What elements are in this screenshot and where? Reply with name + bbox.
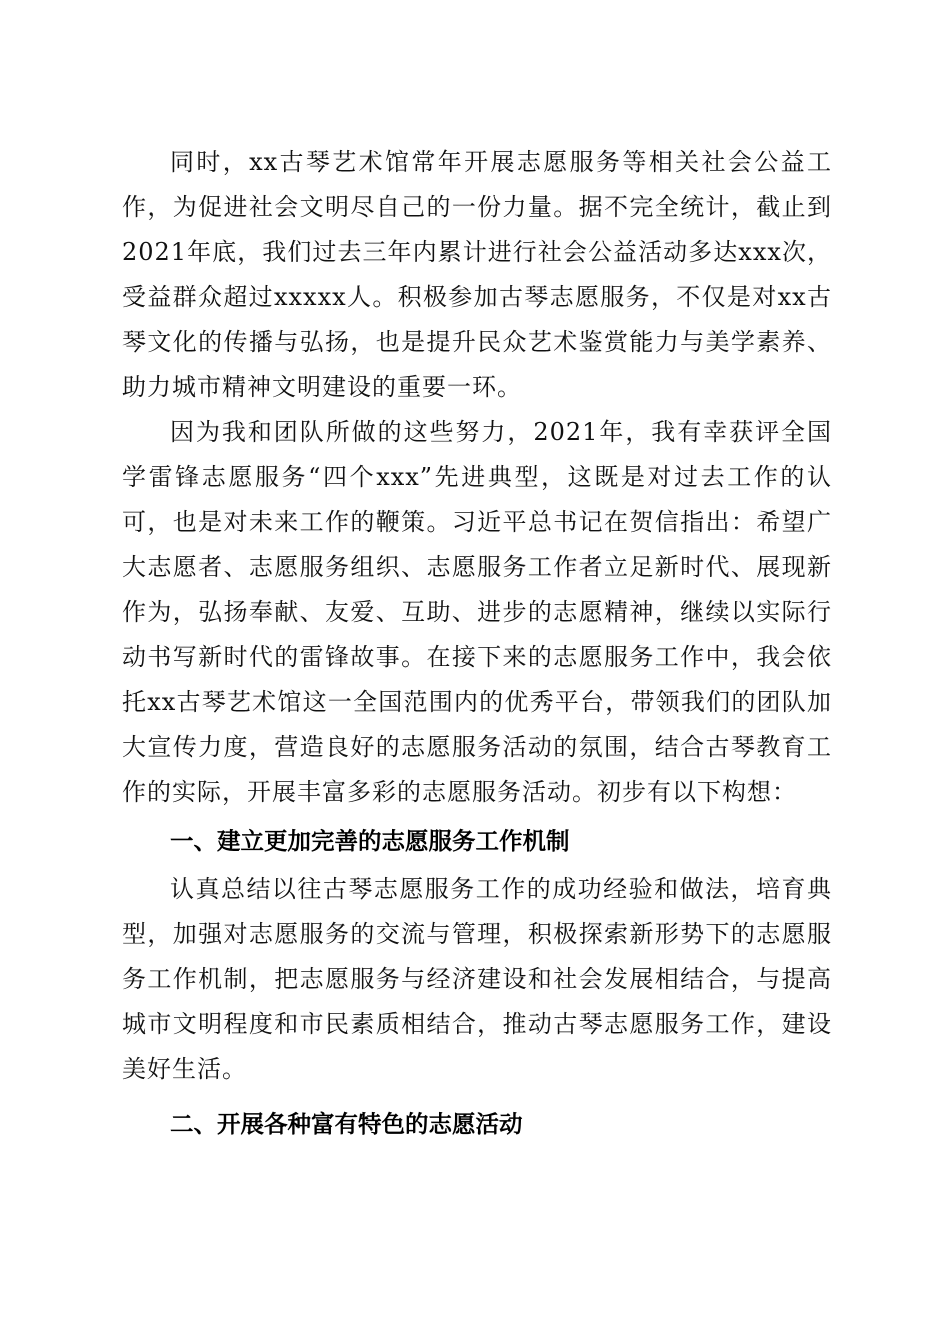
document-body (122, 140, 832, 1150)
paragraph-award-and-plans: 因为我和团队所做的这些努力，2021年，我有幸获评全国学雷锋志愿服务“四个xxx”先进典型，这既是对过去工作的认可，也是对未来工作的鞭策。习近平总书记在贺信指出：希望广大志愿者、志愿服务组织、志愿服务工作者立足新时代、展现新作为，弘扬奉献、友爱、互助、进步的志愿精神，继续以实际行动书写新时代的雷锋故事。在接下来的志愿服务工作中，我会依托xx古琴艺术馆这一全国范围内的优秀平台，带领我们的团队加大宣传力度，营造良好的志愿服务活动的氛围，结合古琴教育工作的实际，开展丰富多彩的志愿服务活动。初步有以下构想： (122, 418, 832, 806)
paragraph-public-welfare: 同时，xx古琴艺术馆常年开展志愿服务等相关社会公益工作，为促进社会文明尽自己的一份力量。据不完全统计，截止到2021年底，我们过去三年内累计进行社会公益活动多达xxx次，受益群众超过xxxxx人。积极参加古琴志愿服务，不仅是对xx古琴文化的传播与弘扬，也是提升民众艺术鉴赏能力与美学素养、助力城市精神文明建设的重要一环。 (122, 148, 832, 401)
section-heading-activities: 二、开展各种富有特色的志愿活动 (170, 1110, 523, 1138)
section-heading-mechanism: 一、建立更加完善的志愿服务工作机制 (170, 827, 570, 855)
paragraph-mechanism: 认真总结以往古琴志愿服务工作的成功经验和做法，培育典型，加强对志愿服务的交流与管理，积极探索新形势下的志愿服务工作机制，把志愿服务与经济建设和社会发展相结合，与提高城市文明程度和市民素质相结合，推动古琴志愿服务工作，建设美好生活。 (122, 875, 832, 1083)
